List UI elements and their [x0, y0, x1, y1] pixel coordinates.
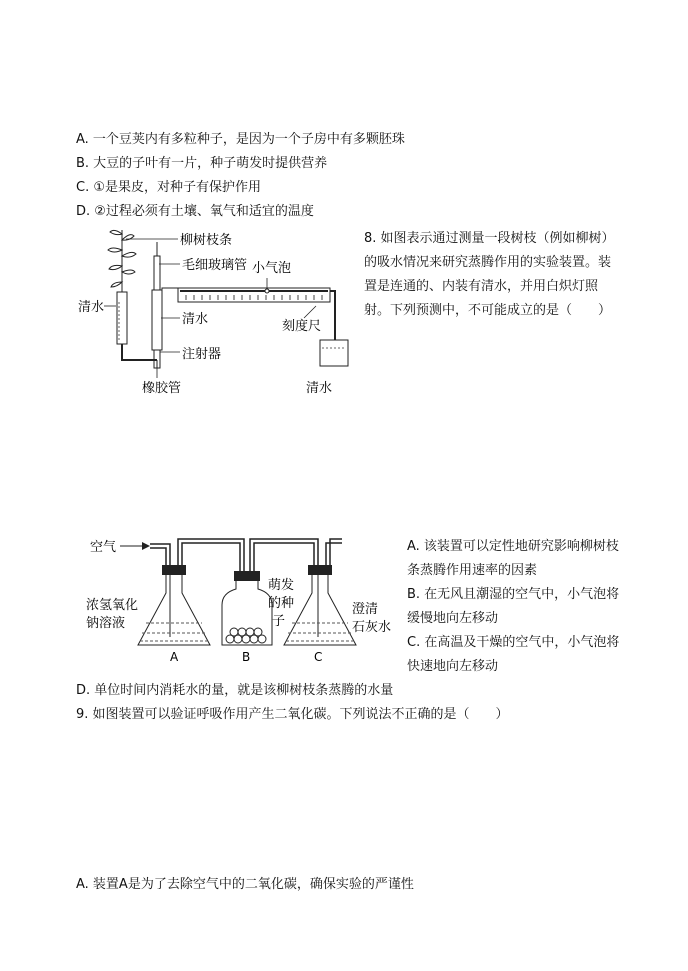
q7-option-b: B. 大豆的子叶有一片，种子萌发时提供营养: [76, 156, 328, 171]
bottle-b: [222, 571, 272, 645]
respiration-apparatus-figure: [82, 533, 404, 673]
q8-option-c: C. 在高温及干燥的空气中，小气泡将快速地向左移动: [407, 635, 620, 674]
flask-c: [284, 565, 356, 645]
label-ruler: 刻度尺: [282, 319, 322, 334]
label-flask-c: C: [314, 650, 323, 664]
q8-option-a: A. 该装置可以定性地研究影响柳树枝条蒸腾作用速率的因素: [407, 539, 619, 578]
beaker: [320, 340, 348, 366]
label-seeds-1: 萌发: [268, 578, 295, 593]
q8-option-b: B. 在无风且潮湿的空气中，小气泡将缓慢地向左移动: [407, 587, 620, 626]
syringe: [152, 290, 162, 350]
label-syringe: 注射器: [182, 347, 222, 362]
label-naoh-2: 钠溶液: [86, 616, 126, 631]
q8-options-block: [407, 535, 621, 679]
label-capillary: 毛细玻璃管: [182, 258, 248, 273]
label-water-beaker: 清水: [306, 381, 333, 396]
label-water-mid: 清水: [182, 312, 209, 327]
label-limewater-2: 石灰水: [352, 620, 392, 635]
label-flask-a: A: [170, 650, 179, 664]
label-bubble: 小气泡: [252, 261, 292, 276]
q9-option-a: A. 装置A是为了去除空气中的二氧化碳，确保实验的严谨性: [76, 877, 414, 892]
label-air: 空气: [90, 540, 117, 555]
q8-stem: 8. 如图表示通过测量一段树枝（例如柳树）的吸水情况来研究蒸腾作用的实验装置。装置是连通的、内装有清水，并用白炽灯照射。下列预测中，不可能成立的是（ ）: [364, 231, 615, 318]
q7-option-c: C. ①是果皮，对种子有保护作用: [76, 180, 261, 195]
transpiration-apparatus-figure: [70, 222, 360, 402]
label-willow-branch: 柳树枝条: [180, 233, 233, 248]
label-naoh-1: 浓氢氧化: [86, 598, 139, 613]
q8-option-d: D. 单位时间内消耗水的量，就是该柳树枝条蒸腾的水量: [76, 683, 394, 698]
q9-stem: 9. 如图装置可以验证呼吸作用产生二氧化碳。下列说法不正确的是（ ）: [76, 707, 509, 722]
label-bottle-b: B: [242, 650, 251, 664]
willow-branch-drawing: [108, 230, 136, 294]
label-seeds-3: 子: [272, 614, 286, 629]
air-bubble: [265, 289, 269, 293]
label-water-left: 清水: [78, 300, 105, 315]
label-seeds-2: 的种: [268, 596, 295, 611]
label-limewater-1: 澄清: [352, 602, 379, 617]
q7-option-d: D. ②过程必须有土壤、氧气和适宜的温度: [76, 204, 314, 219]
q7-option-a: A. 一个豆荚内有多粒种子，是因为一个子房中有多颗胚珠: [76, 132, 405, 147]
flask-a: [138, 565, 210, 645]
label-rubber-tube: 橡胶管: [142, 381, 182, 396]
